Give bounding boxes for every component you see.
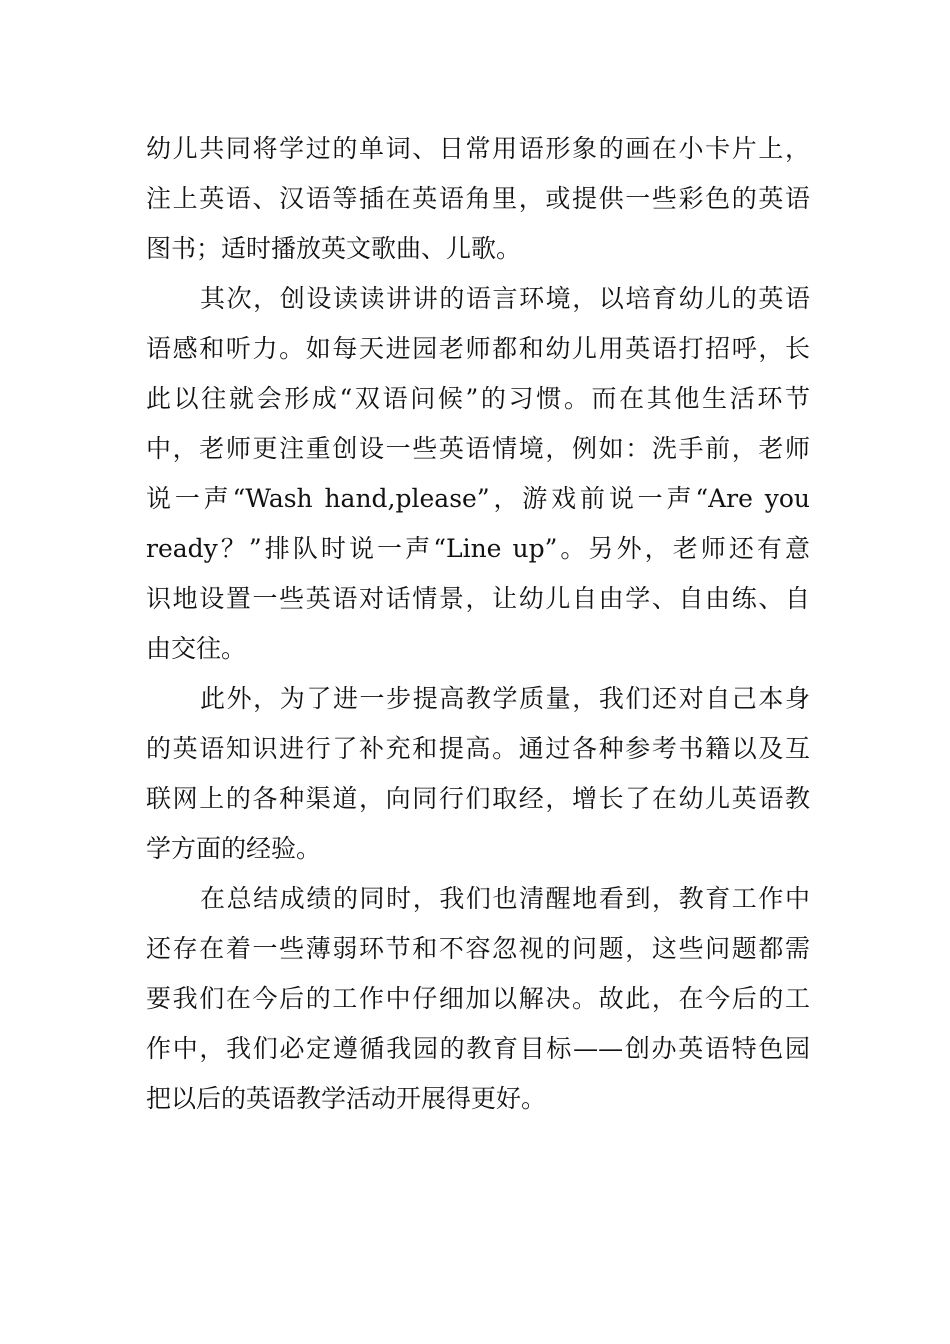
document-body xyxy=(146,124,810,1124)
text-line: 在总结成绩的同时，我们也清醒地看到，教育工作中 xyxy=(200,884,810,913)
text-line: 还存在着一些薄弱环节和不容忽视的问题，这些问题都需 xyxy=(146,934,810,963)
text-line: 图书；适时播放英文歌曲、儿歌。 xyxy=(146,234,522,263)
text-line: 学方面的经验。 xyxy=(146,834,322,863)
text-line: 幼儿共同将学过的单词、日常用语形象的画在小卡片上， xyxy=(146,134,810,163)
text-line: 由交往。 xyxy=(146,634,247,663)
text-line: 其次，创设读读讲讲的语言环境，以培育幼儿的英语 xyxy=(200,284,810,313)
text-line: 此以往就会形成“双语问候”的习惯。而在其他生活环节 xyxy=(146,384,810,413)
text-line: 把以后的英语教学活动开展得更好。 xyxy=(146,1084,547,1113)
text-line: 中，老师更注重创设一些英语情境，例如：洗手前，老师 xyxy=(146,434,810,463)
text-line: 此外，为了进一步提高教学质量，我们还对自己本身 xyxy=(200,684,810,713)
text-line: 语感和听力。如每天进园老师都和幼儿用英语打招呼，长 xyxy=(146,334,810,363)
text-line: 要我们在今后的工作中仔细加以解决。故此，在今后的工 xyxy=(146,984,810,1013)
text-line: ready？”排队时说一声“Line up”。另外，老师还有意 xyxy=(146,534,810,563)
text-line: 作中，我们必定遵循我园的教育目标——创办英语特色园 xyxy=(146,1034,810,1063)
text-line: 说一声“Wash hand,please”，游戏前说一声“Are you xyxy=(146,484,810,513)
text-line: 识地设置一些英语对话情景，让幼儿自由学、自由练、自 xyxy=(146,584,810,613)
text-line: 注上英语、汉语等插在英语角里，或提供一些彩色的英语 xyxy=(146,184,810,213)
text-line: 的英语知识进行了补充和提高。通过各种参考书籍以及互 xyxy=(146,734,810,763)
text-line: 联网上的各种渠道，向同行们取经，增长了在幼儿英语教 xyxy=(146,784,810,813)
